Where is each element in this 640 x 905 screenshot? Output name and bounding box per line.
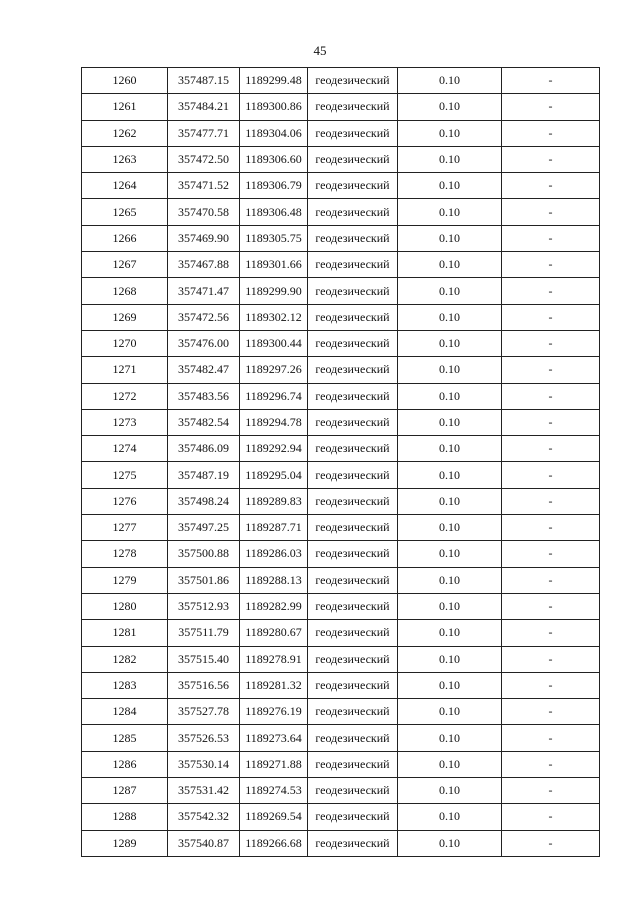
point-number-cell: 1264	[82, 173, 168, 199]
table-row	[82, 173, 600, 199]
coordinate-y-cell: 1189302.12	[240, 304, 308, 330]
table-row	[82, 830, 600, 856]
note-cell: -	[502, 304, 600, 330]
table-row	[82, 699, 600, 725]
method-cell: геодезический	[308, 804, 398, 830]
method-cell: геодезический	[308, 620, 398, 646]
table-row	[82, 620, 600, 646]
method-cell: геодезический	[308, 330, 398, 356]
method-cell: геодезический	[308, 199, 398, 225]
note-cell: -	[502, 725, 600, 751]
method-cell: геодезический	[308, 409, 398, 435]
note-cell: -	[502, 94, 600, 120]
note-cell: -	[502, 778, 600, 804]
precision-cell: 0.10	[398, 120, 502, 146]
precision-cell: 0.10	[398, 252, 502, 278]
note-cell: -	[502, 593, 600, 619]
coordinate-y-cell: 1189300.44	[240, 330, 308, 356]
coordinate-y-cell: 1189269.54	[240, 804, 308, 830]
table-row	[82, 68, 600, 94]
note-cell: -	[502, 541, 600, 567]
coordinate-x-cell: 357498.24	[168, 488, 240, 514]
point-number-cell: 1266	[82, 225, 168, 251]
coordinate-y-cell: 1189305.75	[240, 225, 308, 251]
precision-cell: 0.10	[398, 778, 502, 804]
point-number-cell: 1289	[82, 830, 168, 856]
method-cell: геодезический	[308, 646, 398, 672]
coordinate-x-cell: 357471.47	[168, 278, 240, 304]
point-number-cell: 1281	[82, 620, 168, 646]
precision-cell: 0.10	[398, 541, 502, 567]
method-cell: геодезический	[308, 304, 398, 330]
coordinate-y-cell: 1189278.91	[240, 646, 308, 672]
coordinate-x-cell: 357477.71	[168, 120, 240, 146]
precision-cell: 0.10	[398, 383, 502, 409]
coordinates-table	[81, 67, 600, 857]
coordinate-y-cell: 1189306.60	[240, 146, 308, 172]
table-row	[82, 409, 600, 435]
coordinate-x-cell: 357482.54	[168, 409, 240, 435]
coordinate-y-cell: 1189282.99	[240, 593, 308, 619]
method-cell: геодезический	[308, 515, 398, 541]
point-number-cell: 1261	[82, 94, 168, 120]
precision-cell: 0.10	[398, 699, 502, 725]
point-number-cell: 1285	[82, 725, 168, 751]
note-cell: -	[502, 646, 600, 672]
table-row	[82, 804, 600, 830]
method-cell: геодезический	[308, 672, 398, 698]
coordinates-table-body	[82, 68, 600, 857]
coordinate-y-cell: 1189300.86	[240, 94, 308, 120]
method-cell: геодезический	[308, 436, 398, 462]
coordinate-x-cell: 357484.21	[168, 94, 240, 120]
precision-cell: 0.10	[398, 488, 502, 514]
precision-cell: 0.10	[398, 830, 502, 856]
precision-cell: 0.10	[398, 725, 502, 751]
note-cell: -	[502, 383, 600, 409]
table-row	[82, 304, 600, 330]
precision-cell: 0.10	[398, 462, 502, 488]
coordinate-x-cell: 357527.78	[168, 699, 240, 725]
coordinate-y-cell: 1189304.06	[240, 120, 308, 146]
point-number-cell: 1276	[82, 488, 168, 514]
method-cell: геодезический	[308, 751, 398, 777]
note-cell: -	[502, 330, 600, 356]
note-cell: -	[502, 830, 600, 856]
precision-cell: 0.10	[398, 357, 502, 383]
note-cell: -	[502, 515, 600, 541]
note-cell: -	[502, 751, 600, 777]
coordinate-x-cell: 357482.47	[168, 357, 240, 383]
note-cell: -	[502, 488, 600, 514]
precision-cell: 0.10	[398, 672, 502, 698]
table-row	[82, 672, 600, 698]
coordinate-x-cell: 357472.56	[168, 304, 240, 330]
coordinate-y-cell: 1189292.94	[240, 436, 308, 462]
coordinate-x-cell: 357526.53	[168, 725, 240, 751]
method-cell: геодезический	[308, 699, 398, 725]
table-row	[82, 94, 600, 120]
point-number-cell: 1284	[82, 699, 168, 725]
note-cell: -	[502, 278, 600, 304]
table-row	[82, 567, 600, 593]
note-cell: -	[502, 409, 600, 435]
coordinate-y-cell: 1189281.32	[240, 672, 308, 698]
coordinate-y-cell: 1189299.48	[240, 68, 308, 94]
method-cell: геодезический	[308, 173, 398, 199]
method-cell: геодезический	[308, 593, 398, 619]
coordinate-y-cell: 1189294.78	[240, 409, 308, 435]
coordinate-x-cell: 357515.40	[168, 646, 240, 672]
precision-cell: 0.10	[398, 199, 502, 225]
table-row	[82, 436, 600, 462]
coordinate-x-cell: 357467.88	[168, 252, 240, 278]
precision-cell: 0.10	[398, 68, 502, 94]
method-cell: геодезический	[308, 488, 398, 514]
note-cell: -	[502, 804, 600, 830]
note-cell: -	[502, 567, 600, 593]
coordinate-x-cell: 357531.42	[168, 778, 240, 804]
note-cell: -	[502, 68, 600, 94]
precision-cell: 0.10	[398, 804, 502, 830]
point-number-cell: 1267	[82, 252, 168, 278]
table-row	[82, 199, 600, 225]
note-cell: -	[502, 436, 600, 462]
note-cell: -	[502, 146, 600, 172]
coordinate-x-cell: 357483.56	[168, 383, 240, 409]
precision-cell: 0.10	[398, 304, 502, 330]
precision-cell: 0.10	[398, 94, 502, 120]
coordinate-x-cell: 357471.52	[168, 173, 240, 199]
table-row	[82, 120, 600, 146]
note-cell: -	[502, 672, 600, 698]
coordinate-x-cell: 357487.19	[168, 462, 240, 488]
precision-cell: 0.10	[398, 751, 502, 777]
method-cell: геодезический	[308, 357, 398, 383]
coordinate-y-cell: 1189286.03	[240, 541, 308, 567]
note-cell: -	[502, 120, 600, 146]
coordinate-y-cell: 1189295.04	[240, 462, 308, 488]
coordinate-x-cell: 357540.87	[168, 830, 240, 856]
coordinate-y-cell: 1189301.66	[240, 252, 308, 278]
coordinate-x-cell: 357512.93	[168, 593, 240, 619]
point-number-cell: 1272	[82, 383, 168, 409]
coordinate-y-cell: 1189306.79	[240, 173, 308, 199]
method-cell: геодезический	[308, 830, 398, 856]
precision-cell: 0.10	[398, 146, 502, 172]
coordinate-y-cell: 1189296.74	[240, 383, 308, 409]
point-number-cell: 1279	[82, 567, 168, 593]
precision-cell: 0.10	[398, 409, 502, 435]
table-row	[82, 515, 600, 541]
precision-cell: 0.10	[398, 515, 502, 541]
method-cell: геодезический	[308, 383, 398, 409]
point-number-cell: 1265	[82, 199, 168, 225]
coordinate-x-cell: 357470.58	[168, 199, 240, 225]
method-cell: геодезический	[308, 252, 398, 278]
coordinate-y-cell: 1189276.19	[240, 699, 308, 725]
point-number-cell: 1273	[82, 409, 168, 435]
point-number-cell: 1283	[82, 672, 168, 698]
table-row	[82, 252, 600, 278]
table-row	[82, 725, 600, 751]
coordinate-y-cell: 1189280.67	[240, 620, 308, 646]
page-number: 45	[313, 43, 327, 58]
point-number-cell: 1278	[82, 541, 168, 567]
coordinate-y-cell: 1189266.68	[240, 830, 308, 856]
coordinate-y-cell: 1189287.71	[240, 515, 308, 541]
table-row	[82, 646, 600, 672]
coordinate-x-cell: 357511.79	[168, 620, 240, 646]
table-row	[82, 146, 600, 172]
precision-cell: 0.10	[398, 330, 502, 356]
coordinate-x-cell: 357487.15	[168, 68, 240, 94]
coordinate-x-cell: 357486.09	[168, 436, 240, 462]
precision-cell: 0.10	[398, 436, 502, 462]
coordinate-x-cell: 357476.00	[168, 330, 240, 356]
table-row	[82, 778, 600, 804]
note-cell: -	[502, 462, 600, 488]
precision-cell: 0.10	[398, 646, 502, 672]
table-row	[82, 330, 600, 356]
point-number-cell: 1288	[82, 804, 168, 830]
method-cell: геодезический	[308, 778, 398, 804]
coordinate-y-cell: 1189271.88	[240, 751, 308, 777]
table-row	[82, 751, 600, 777]
method-cell: геодезический	[308, 567, 398, 593]
point-number-cell: 1286	[82, 751, 168, 777]
table-row	[82, 462, 600, 488]
table-row	[82, 278, 600, 304]
precision-cell: 0.10	[398, 593, 502, 619]
coordinate-y-cell: 1189297.26	[240, 357, 308, 383]
coordinate-x-cell: 357516.56	[168, 672, 240, 698]
point-number-cell: 1271	[82, 357, 168, 383]
precision-cell: 0.10	[398, 225, 502, 251]
precision-cell: 0.10	[398, 620, 502, 646]
point-number-cell: 1263	[82, 146, 168, 172]
note-cell: -	[502, 225, 600, 251]
method-cell: геодезический	[308, 541, 398, 567]
coordinate-x-cell: 357500.88	[168, 541, 240, 567]
coordinate-x-cell: 357472.50	[168, 146, 240, 172]
coordinate-x-cell: 357530.14	[168, 751, 240, 777]
method-cell: геодезический	[308, 146, 398, 172]
note-cell: -	[502, 699, 600, 725]
precision-cell: 0.10	[398, 567, 502, 593]
coordinate-y-cell: 1189288.13	[240, 567, 308, 593]
table-row	[82, 541, 600, 567]
point-number-cell: 1260	[82, 68, 168, 94]
table-row	[82, 488, 600, 514]
note-cell: -	[502, 252, 600, 278]
method-cell: геодезический	[308, 725, 398, 751]
point-number-cell: 1275	[82, 462, 168, 488]
method-cell: геодезический	[308, 462, 398, 488]
point-number-cell: 1262	[82, 120, 168, 146]
coordinate-y-cell: 1189306.48	[240, 199, 308, 225]
note-cell: -	[502, 173, 600, 199]
precision-cell: 0.10	[398, 278, 502, 304]
table-row	[82, 225, 600, 251]
note-cell: -	[502, 357, 600, 383]
point-number-cell: 1277	[82, 515, 168, 541]
coordinate-x-cell: 357469.90	[168, 225, 240, 251]
note-cell: -	[502, 620, 600, 646]
point-number-cell: 1282	[82, 646, 168, 672]
table-row	[82, 383, 600, 409]
point-number-cell: 1280	[82, 593, 168, 619]
point-number-cell: 1270	[82, 330, 168, 356]
coordinate-x-cell: 357542.32	[168, 804, 240, 830]
point-number-cell: 1274	[82, 436, 168, 462]
point-number-cell: 1269	[82, 304, 168, 330]
coordinate-y-cell: 1189289.83	[240, 488, 308, 514]
coordinate-x-cell: 357501.86	[168, 567, 240, 593]
method-cell: геодезический	[308, 94, 398, 120]
coordinate-y-cell: 1189273.64	[240, 725, 308, 751]
method-cell: геодезический	[308, 225, 398, 251]
method-cell: геодезический	[308, 68, 398, 94]
coordinate-y-cell: 1189299.90	[240, 278, 308, 304]
coordinate-x-cell: 357497.25	[168, 515, 240, 541]
point-number-cell: 1268	[82, 278, 168, 304]
point-number-cell: 1287	[82, 778, 168, 804]
table-row	[82, 357, 600, 383]
note-cell: -	[502, 199, 600, 225]
table-row	[82, 593, 600, 619]
precision-cell: 0.10	[398, 173, 502, 199]
coordinate-y-cell: 1189274.53	[240, 778, 308, 804]
method-cell: геодезический	[308, 278, 398, 304]
method-cell: геодезический	[308, 120, 398, 146]
